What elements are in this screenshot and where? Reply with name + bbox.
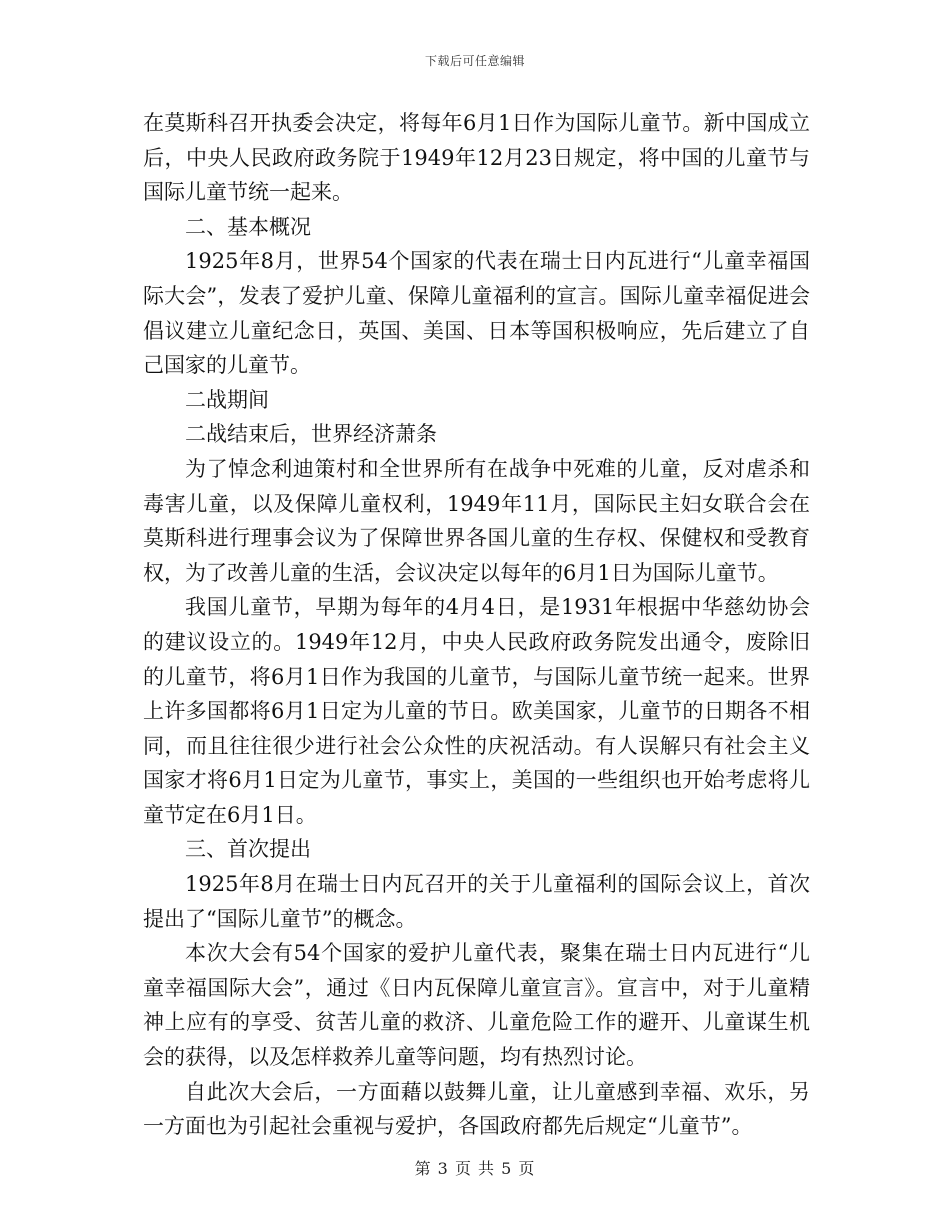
section-heading-first-proposal: 三、首次提出 xyxy=(185,837,311,862)
paragraph-geneva-declaration: 本次大会有54个国家的爱护儿童代表，聚集在瑞士日内瓦进行“儿童幸福国际大会”，通过《日内瓦保障儿童宣言》。宣言中，对于儿童精神上应有的享受、贫苦儿童的救济、儿童危险工作的避开、儿童谋生机会的获得，以及怎样救养儿童等问题，均有热烈讨论。 xyxy=(143,941,810,1070)
subheading-wwii: 二战期间 xyxy=(185,387,269,412)
paragraph-aftermath: 自此次大会后，一方面藉以鼓舞儿童，让儿童感到幸福、欢乐，另一方面也为引起社会重视与爱护，各国政府都先后规定“儿童节”。 xyxy=(143,1079,810,1139)
paragraph-1925-congress: 1925年8月，世界54个国家的代表在瑞士日内瓦进行“儿童幸福国际大会”，发表了爱护儿童、保障儿童福利的宣言。国际儿童幸福促进会倡议建立儿童纪念日，英国、美国、日本等国积极响应，先后建立了自己国家的儿童节。 xyxy=(143,249,810,378)
document-body xyxy=(143,106,810,1144)
subheading-post-war: 二战结束后，世界经济萧条 xyxy=(185,422,437,447)
paragraph-china-childrens-day: 我国儿童节，早期为每年的4月4日，是1931年根据中华慈幼协会的建议设立的。1949年12月，中央人民政府政务院发出通令，废除旧的儿童节，将6月1日作为我国的儿童节，与国际儿童节统一起来。世界上许多国都将6月1日定为儿童的节日。欧美国家，儿童节的日期各不相同，而且往往很少进行社会公众性的庆祝活动。有人误解只有社会主义国家才将6月1日定为儿童节，事实上，美国的一些组织也开始考虑将儿童节定在6月1日。 xyxy=(143,595,810,827)
page-header-note: 下载后可任意编辑 xyxy=(424,54,525,68)
paragraph-lidice: 为了悼念利迪策村和全世界所有在战争中死难的儿童，反对虐杀和毒害儿童，以及保障儿童权利，1949年11月，国际民主妇女联合会在莫斯科进行理事会议为了保障世界各国儿童的生存权、保健权和受教育权，为了改善儿童的生活，会议决定以每年的6月1日为国际儿童节。 xyxy=(143,456,810,585)
paragraph-first-proposal: 1925年8月在瑞士日内瓦召开的关于儿童福利的国际会议上，首次提出了“国际儿童节”的概念。 xyxy=(143,872,810,931)
paragraph-continuation: 在莫斯科召开执委会决定，将每年6月1日作为国际儿童节。新中国成立后，中央人民政府政务院于1949年12月23日规定，将中国的儿童节与国际儿童节统一起来。 xyxy=(143,111,810,205)
section-heading-overview: 二、基本概况 xyxy=(185,214,311,239)
page-number: 第 3 页 共 5 页 xyxy=(414,1159,536,1178)
